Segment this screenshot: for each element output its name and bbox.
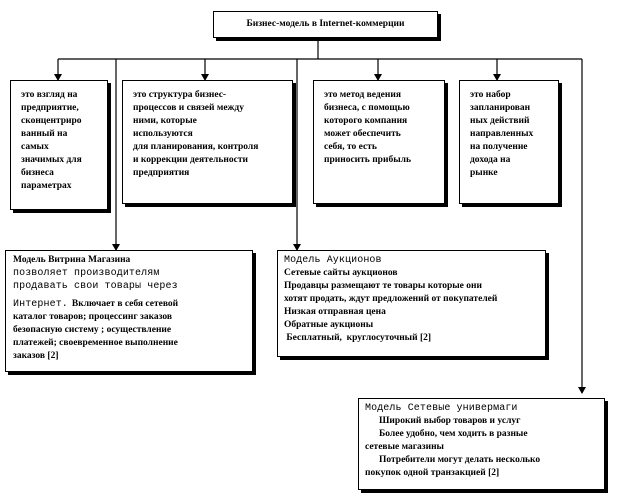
text-line: это структура бизнес- — [133, 90, 227, 100]
text-line: Широкий выбор товаров и услуг — [379, 416, 521, 426]
text-line: которого компания — [324, 116, 408, 126]
root-box — [213, 11, 438, 38]
text-line: используются — [133, 129, 193, 139]
text-segment: Интернет. — [13, 299, 68, 310]
text-line: это взгляд на — [21, 90, 78, 100]
text-line: Бесплатный, круглосуточный [2] — [284, 333, 432, 343]
text-line: самых — [21, 142, 49, 152]
text-line: продавать свои товары через — [13, 281, 178, 292]
text-line — [13, 293, 252, 311]
text-line: приносить прибыль — [324, 155, 411, 165]
text-line: бизнеса, с помощью — [324, 103, 410, 113]
text-line: позволяет производителям — [13, 268, 160, 279]
definition-text-2 — [133, 89, 292, 180]
auctions-model-title: Модель Аукционов — [284, 255, 382, 266]
definition-text-4 — [470, 89, 558, 180]
text-line: для планирования, контроля — [133, 142, 259, 152]
text-line: Низкая отправная цена — [284, 307, 386, 317]
text-line: Сетевые сайты аукционов — [284, 268, 398, 278]
text-line: сконцентриро — [21, 116, 82, 126]
text-line: это метод ведения — [324, 90, 401, 100]
text-line: Продавцы размещают те товары которые они — [284, 281, 482, 291]
definition-box-1 — [10, 80, 108, 210]
text-line: сетевые магазины — [365, 442, 444, 452]
text-line: покупок одной транзакцией [2] — [365, 468, 500, 478]
text-line: на получение — [470, 142, 528, 152]
text-line: ных действий — [470, 116, 530, 126]
definition-text-3 — [324, 89, 444, 167]
text-line: заказов [2] — [13, 351, 59, 361]
text-line: хотят продать, ждут предложений от покупателей — [284, 294, 498, 304]
text-line: платежей; своевременное выполнение — [13, 338, 178, 348]
text-line: это набор — [470, 90, 511, 100]
text-line: направленных — [470, 129, 534, 139]
department-stores-model-title: Модель Сетевые универмаги — [365, 403, 518, 414]
text-line: ванный на — [21, 129, 68, 139]
text-line: может обеспечить — [324, 129, 401, 139]
text-line: запланирован — [470, 103, 531, 113]
showcase-model-box — [5, 250, 253, 372]
text-line: бизнеса — [21, 168, 54, 178]
text-line: дохода на — [470, 155, 511, 165]
department-stores-model-box — [358, 398, 605, 490]
text-line: значимых для — [21, 155, 82, 165]
text-segment: Включает в себя сетевой — [71, 299, 179, 309]
text-line: процессов и связей между — [133, 103, 244, 113]
root-title: Бизнес-модель в Internet-коммерции — [246, 19, 405, 29]
text-line: предприятия — [133, 168, 190, 178]
text-line: рынке — [470, 168, 498, 178]
text-line: Потребители могут делать несколько — [379, 455, 541, 465]
text-line: Более удобно, чем ходить в разные — [379, 429, 528, 439]
definition-box-3 — [313, 80, 445, 204]
text-line: безопасную систему ; осуществление — [13, 325, 172, 335]
text-line: каталог товаров; процессинг заказов — [13, 312, 173, 322]
text-line: предприятие, — [21, 103, 79, 113]
definition-text-1 — [21, 89, 107, 193]
text-line: и коррекции деятельности — [133, 155, 248, 165]
text-line: себя, то есть — [324, 142, 377, 152]
text-line: ними, которые — [133, 116, 197, 126]
auctions-model-box — [277, 250, 546, 357]
definition-box-4 — [459, 80, 559, 204]
showcase-model-title: Модель Витрина Магазина — [13, 255, 131, 265]
definition-box-2 — [122, 80, 293, 204]
text-line: Обратные аукционы — [284, 320, 374, 330]
text-line: параметрах — [21, 181, 72, 191]
